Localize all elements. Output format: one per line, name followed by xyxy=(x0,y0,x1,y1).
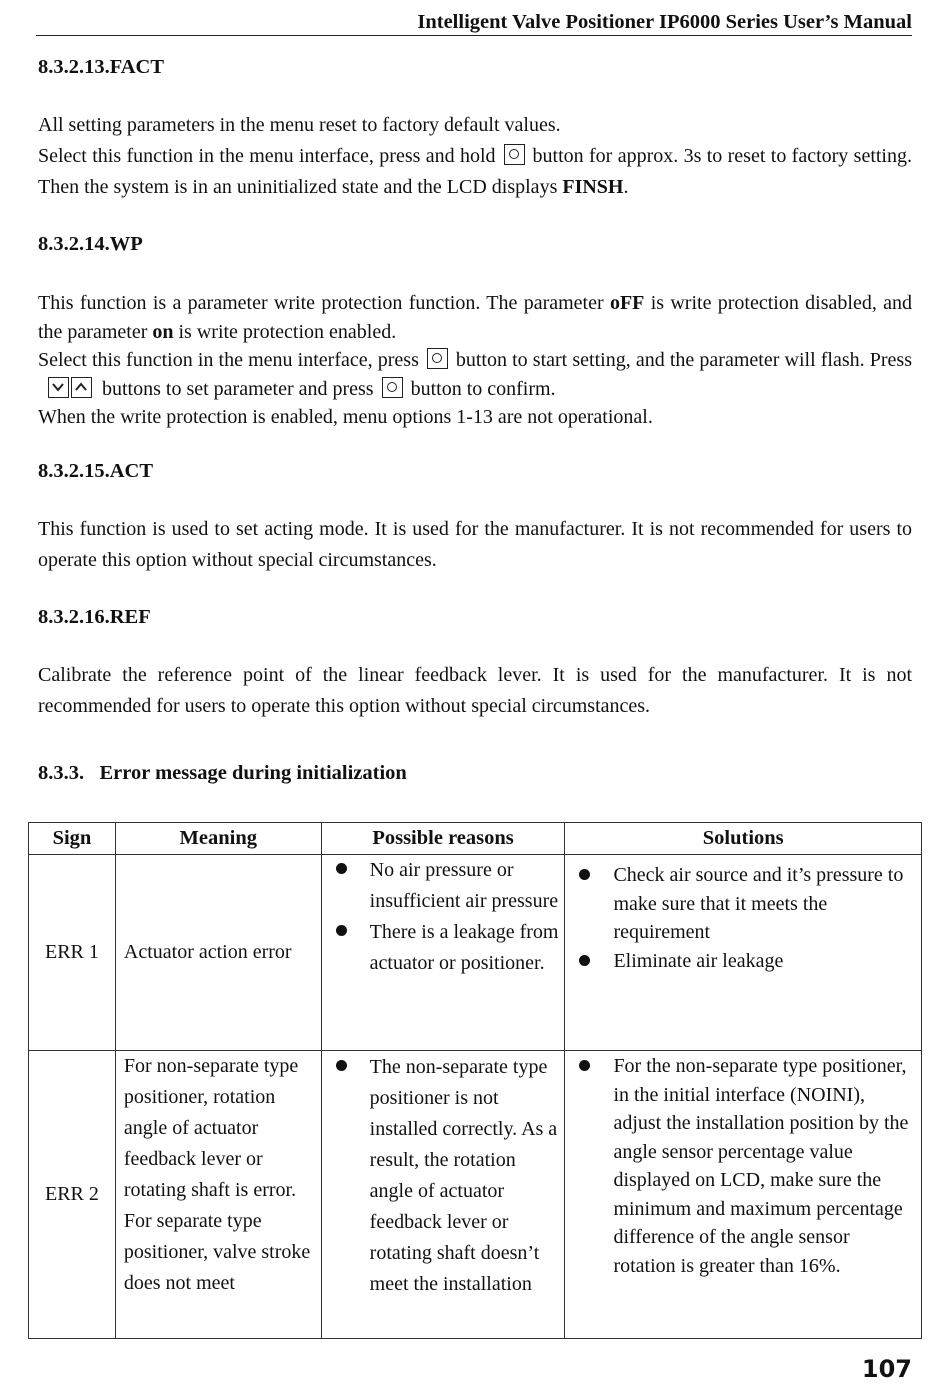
off-label: oFF xyxy=(609,292,645,314)
list-item: Check air source and it’s pressure to make sure that it meets the requirement xyxy=(566,861,920,947)
wp-text-g: button to confirm. xyxy=(410,377,556,400)
cell-solutions xyxy=(565,1051,922,1339)
error-table xyxy=(28,822,922,1339)
ok-button-icon xyxy=(504,144,525,165)
on-label: on xyxy=(152,320,174,343)
cell-reasons xyxy=(321,855,565,1051)
page-number: 107 xyxy=(861,1355,912,1383)
table-row xyxy=(29,1051,922,1339)
wp-text-b: is write protection disabled, and the parameter xyxy=(38,292,913,343)
list-item: Eliminate air leakage xyxy=(566,947,920,976)
cell-sign: ERR 2 xyxy=(29,1051,116,1339)
act-description: This function is used to set acting mode. It is used for the manufacturer. It is not recommended for users to operate this option without special circumstances. xyxy=(38,518,912,571)
down-arrow-button-icon xyxy=(48,377,69,398)
running-header: Intelligent Valve Positioner IP6000 Series User’s Manual xyxy=(36,10,912,36)
fact-text-a: Select this function in the menu interface, press and hold xyxy=(38,145,496,167)
list-item: No air pressure or insufficient air pressure xyxy=(323,855,564,917)
finsh-label: FINSH xyxy=(562,176,624,198)
cell-solutions xyxy=(565,855,922,1051)
wp-text-c: is write protection enabled. xyxy=(178,320,397,343)
fact-description xyxy=(38,110,912,203)
section-heading-ref: 8.3.2.16.REF xyxy=(38,606,151,628)
table-row xyxy=(29,855,922,1051)
section-heading-error-messages: 8.3.3. Error message during initialization xyxy=(38,762,407,784)
wp-text-e: button to start setting, and the parameter will flash. Press xyxy=(455,349,913,371)
fact-paragraph xyxy=(38,141,912,203)
col-header-solutions: Solutions xyxy=(565,823,922,855)
list-item: There is a leakage from actuator or positioner. xyxy=(323,917,564,979)
ok-button-icon xyxy=(427,348,448,369)
col-header-sign: Sign xyxy=(29,823,116,855)
fact-line-1: All setting parameters in the menu reset to factory default values. xyxy=(38,114,561,136)
ok-button-icon xyxy=(382,377,403,398)
section-heading-wp: 8.3.2.14.WP xyxy=(38,233,143,255)
col-header-meaning: Meaning xyxy=(115,823,321,855)
wp-paragraph-2 xyxy=(38,346,912,406)
table-header-row xyxy=(29,823,922,855)
cell-sign: ERR 1 xyxy=(29,855,116,1051)
cell-meaning: Actuator action error xyxy=(115,855,321,1051)
cell-meaning: For non-separate type positioner, rotation angle of actuator feedback lever or rotating shaft is error. For separate type positioner, valve stroke does not meet xyxy=(115,1051,321,1339)
fact-text-c: . xyxy=(623,176,629,198)
cell-reasons xyxy=(321,1051,565,1339)
list-item: For the non-separate type positioner, in the initial interface (NOINI), adjust the installation position by the angle sensor percentage value displayed on LCD, make sure the minimum and maximum percentage difference of the angle sensor rotation is greater than 16%. xyxy=(566,1052,920,1280)
wp-paragraph-1 xyxy=(38,289,912,346)
section-heading-act: 8.3.2.15.ACT xyxy=(38,460,154,482)
fact-text-b: button for approx. 3s to reset to factory setting. Then the system is in an uninitialized state and the LCD displays xyxy=(38,145,912,198)
arrow-buttons xyxy=(48,377,94,407)
wp-description xyxy=(38,289,912,432)
wp-paragraph-3: When the write protection is enabled, menu options 1-13 are not operational. xyxy=(38,406,653,428)
list-item: The non-separate type positioner is not installed correctly. As a result, the rotation angle of actuator feedback lever or rotating shaft doesn’t meet the installation xyxy=(323,1052,564,1300)
ref-description: Calibrate the reference point of the linear feedback lever. It is used for the manufacturer. It is not recommended for users to operate this option without special circumstances. xyxy=(38,664,912,717)
wp-text-f: buttons to set parameter and press xyxy=(102,377,374,400)
up-arrow-button-icon xyxy=(71,377,92,398)
wp-text-a: This function is a parameter write protection function. The parameter xyxy=(38,292,604,314)
section-heading-fact: 8.3.2.13.FACT xyxy=(38,56,165,78)
col-header-reasons: Possible reasons xyxy=(321,823,565,855)
wp-text-d: Select this function in the menu interface, press xyxy=(38,349,419,371)
